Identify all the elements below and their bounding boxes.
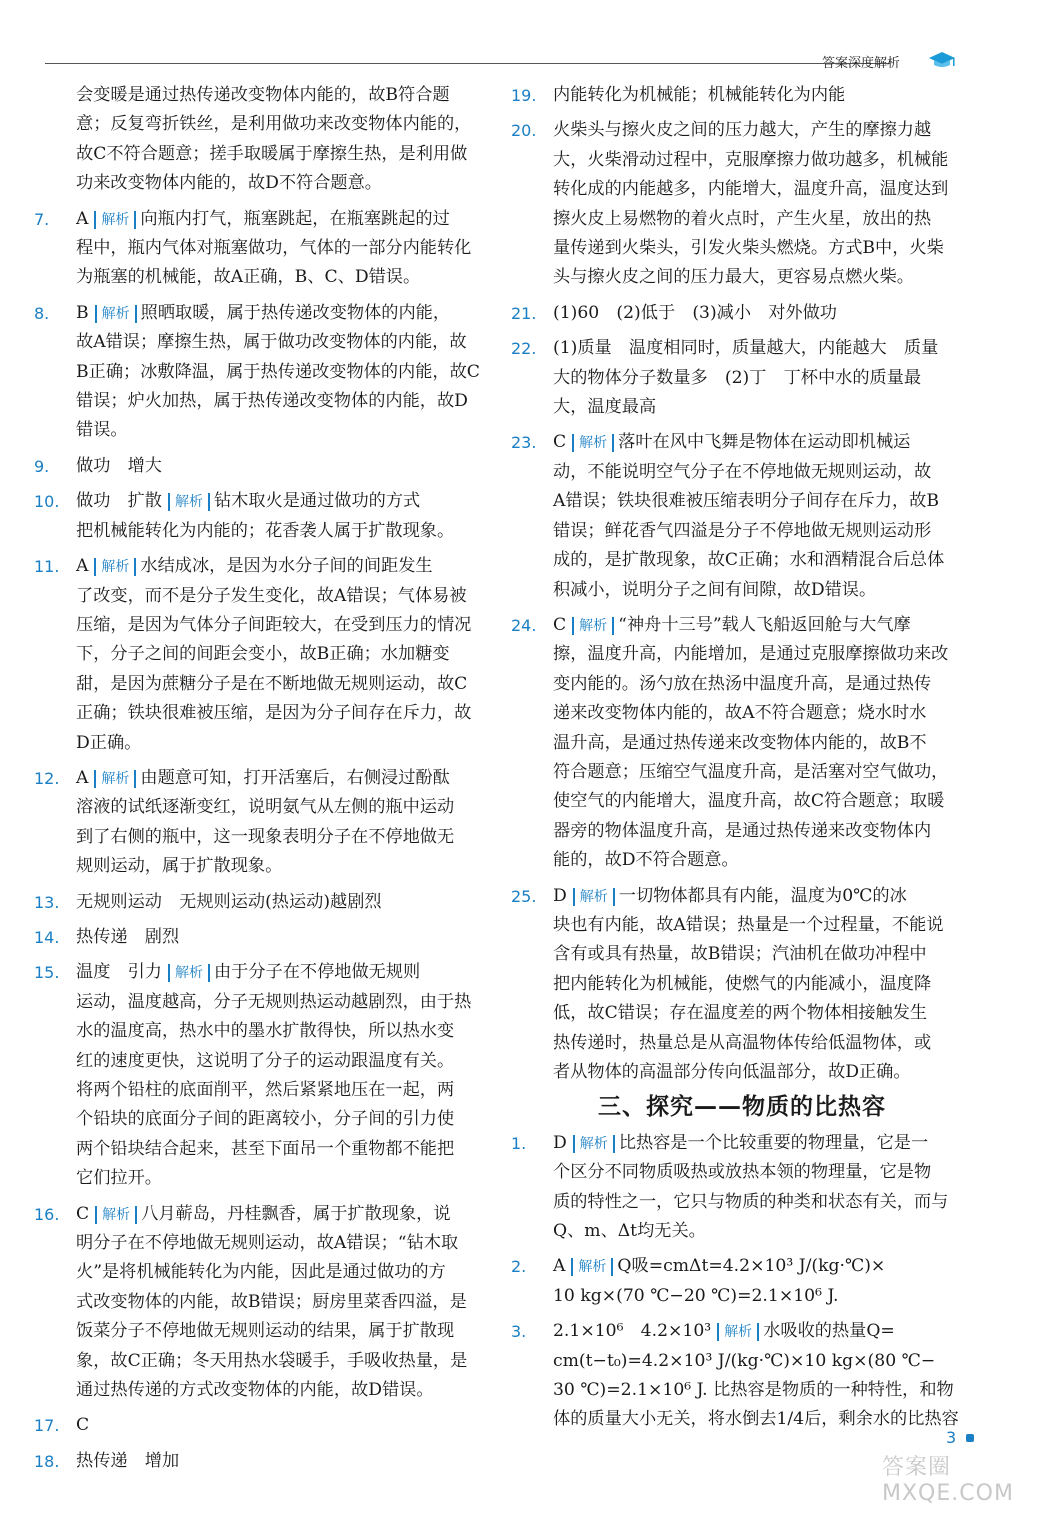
analysis-tag: 解析 bbox=[572, 434, 614, 452]
answer-value: 热传递 增加 bbox=[76, 1450, 180, 1471]
question-number: 14. bbox=[34, 927, 60, 947]
header-label: 答案深度解析 bbox=[822, 56, 901, 71]
analysis-text: 下，分子之间的间距会变小，故B正确；水加糖变 bbox=[76, 644, 450, 665]
analysis-text: D正确。 bbox=[76, 732, 142, 753]
analysis-text: 红的速度更快，这说明了分子的运动跟温度有关。 bbox=[76, 1050, 455, 1071]
left-column bbox=[34, 81, 492, 1482]
answer-item bbox=[511, 81, 973, 110]
answer-item bbox=[511, 882, 973, 1088]
answer-item bbox=[511, 334, 973, 422]
analysis-tag: 解析 bbox=[572, 617, 614, 635]
answer-value: B bbox=[76, 302, 89, 323]
analysis-text: 意；反复弯折铁丝，是利用做功来改变物体内能的， bbox=[76, 114, 472, 135]
analysis-text: 块也有内能，故A错误；热量是一个过程量，不能说 bbox=[553, 914, 944, 935]
answer-line bbox=[76, 888, 492, 917]
analysis-text: 低，故C错误；存在温度差的两个物体相接触发生 bbox=[553, 1003, 928, 1024]
analysis-text: 由题意可知，打开活塞后，右侧浸过酚酞 bbox=[140, 767, 450, 788]
answer-item bbox=[34, 487, 492, 546]
question-number: 7. bbox=[34, 209, 50, 229]
analysis-text: 通过热传递的方式改变物体的内能，故D错误。 bbox=[76, 1380, 434, 1401]
answer-line bbox=[76, 1200, 492, 1229]
analysis-text: 甜，是因为蔗糖分子是在不断地做无规则运动，故C bbox=[76, 673, 468, 694]
question-number: 17. bbox=[34, 1416, 60, 1436]
question-number: 8. bbox=[34, 303, 50, 323]
answer-line bbox=[553, 81, 973, 110]
analysis-tag: 解析 bbox=[95, 305, 137, 323]
analysis-text: 火柴头与擦火皮之间的压力越大，产生的摩擦力越 bbox=[553, 120, 932, 141]
analysis-text: 压缩，是因为气体分子间距较大，在受到压力的情况 bbox=[76, 614, 472, 635]
question-number: 3. bbox=[511, 1322, 527, 1342]
analysis-text: 大，温度最高 bbox=[553, 397, 657, 418]
analysis-text: 程中，瓶内气体对瓶塞做功，气体的一部分内能转化 bbox=[76, 238, 472, 259]
analysis-text: 功来改变物体内能的，故D不符合题意。 bbox=[76, 173, 382, 194]
question-number: 15. bbox=[34, 963, 60, 983]
analysis-text: 水吸收的热量Q= bbox=[763, 1321, 895, 1342]
analysis-text: 变内能的。汤勺放在热汤中温度升高，是通过热传 bbox=[553, 673, 932, 694]
analysis-text: 由于分子在不停地做无规则 bbox=[213, 962, 421, 983]
analysis-text: Q、m、Δt均无关。 bbox=[553, 1221, 706, 1242]
answer-line bbox=[553, 428, 973, 457]
analysis-text: 会变暖是通过热传递改变物体内能的，故B符合题 bbox=[76, 85, 450, 105]
answer-item bbox=[511, 428, 973, 604]
answer-value: A bbox=[76, 556, 89, 577]
analysis-tag: 解析 bbox=[571, 1258, 613, 1276]
analysis-text: 使空气的内能增大，温度升高，故C符合题意；取暖 bbox=[553, 791, 945, 812]
analysis-text: 式改变物体的内能，故B错误；厨房里菜香四溢，是 bbox=[76, 1291, 467, 1312]
question-number: 19. bbox=[511, 86, 537, 105]
analysis-text: 含有或具有热量，故B错误；汽油机在做功冲程中 bbox=[553, 944, 927, 965]
analysis-text: 大，火柴滑动过程中，克服摩擦力做功越多，机械能 bbox=[553, 149, 949, 170]
analysis-text: 落叶在风中飞舞是物体在运动即机械运 bbox=[618, 432, 911, 453]
answer-item bbox=[511, 299, 973, 328]
question-number: 11. bbox=[34, 557, 60, 577]
answer-item bbox=[34, 299, 492, 446]
answer-item bbox=[34, 923, 492, 952]
analysis-text: 30 ℃)=2.1×10⁶ J. 比热容是物质的一种特性，和物 bbox=[553, 1380, 954, 1401]
question-number: 1. bbox=[511, 1133, 527, 1153]
analysis-text: 比热容是一个比较重要的物理量，它是一 bbox=[618, 1132, 929, 1153]
analysis-text: 正确；铁块很难被压缩，是因为分子间存在斥力，故 bbox=[76, 703, 472, 724]
answer-value: 内能转化为机械能；机械能转化为内能 bbox=[553, 85, 846, 105]
answer-value: D bbox=[553, 1132, 567, 1153]
answer-item bbox=[34, 764, 492, 882]
analysis-tag: 解析 bbox=[573, 1135, 615, 1153]
analysis-tag: 解析 bbox=[94, 770, 136, 788]
analysis-tag: 解析 bbox=[573, 888, 615, 906]
answer-value: A bbox=[553, 1256, 566, 1277]
answer-item bbox=[34, 552, 492, 758]
analysis-text: 成的，是扩散现象，故C正确；水和酒精混合后总体 bbox=[553, 550, 945, 571]
analysis-text: 到了右侧的瓶中，这一现象表明分子在不停地做无 bbox=[76, 826, 455, 847]
analysis-text: 故A错误；摩擦生热，属于做功改变物体的内能，故 bbox=[76, 332, 467, 353]
answer-item bbox=[34, 205, 492, 293]
answer-item bbox=[34, 452, 492, 481]
analysis-text: 了改变，而不是分子发生变化，故A错误；气体易被 bbox=[76, 585, 467, 606]
analysis-text: 错误；鲜花香气四溢是分子不停地做无规则运动形 bbox=[553, 520, 932, 541]
analysis-tag: 解析 bbox=[168, 493, 210, 511]
analysis-text: 八月蕲岛，丹桂飘香，属于扩散现象，说 bbox=[141, 1203, 451, 1224]
analysis-text: 大的物体分子数量多 (2)丁 丁杯中水的质量最 bbox=[553, 367, 922, 388]
answer-value: A bbox=[76, 767, 89, 788]
analysis-text: cm(t−t₀)=4.2×10³ J/(kg·℃)×10 kg×(80 ℃− bbox=[553, 1350, 936, 1371]
answer-line bbox=[76, 958, 492, 987]
answer-line bbox=[76, 923, 492, 952]
question-number: 25. bbox=[511, 886, 537, 906]
analysis-text: 转化成的内能越多，内能增大，温度升高，温度达到 bbox=[553, 179, 949, 200]
analysis-text: 将两个铅柱的底面削平，然后紧紧地压在一起，两 bbox=[76, 1080, 455, 1100]
analysis-text: 积减小，说明分子之间有间隙，故D错误。 bbox=[553, 579, 877, 600]
answer-line bbox=[76, 764, 492, 793]
analysis-text: 规则运动，属于扩散现象。 bbox=[76, 856, 283, 877]
answer-line bbox=[76, 452, 492, 481]
question-number: 20. bbox=[511, 121, 537, 141]
analysis-text: (1)质量 温度相同时，质量越大，内能越大 质量 bbox=[553, 338, 939, 359]
answer-line bbox=[553, 1129, 973, 1158]
answer-item bbox=[511, 1252, 973, 1311]
question-number: 9. bbox=[34, 456, 50, 476]
answer-line bbox=[553, 611, 973, 640]
graduation-cap-icon bbox=[928, 50, 956, 70]
analysis-text: 运动，温度越高，分子无规则热运动越剧烈，由于热 bbox=[76, 991, 472, 1012]
analysis-text: 质的特性之一，它只与物质的种类和状态有关，而与 bbox=[553, 1191, 949, 1212]
question-number: 21. bbox=[511, 303, 537, 323]
analysis-text: 溶液的试纸逐渐变红，说明氨气从左侧的瓶中运动 bbox=[76, 797, 455, 818]
answer-item bbox=[511, 1129, 973, 1247]
question-number: 13. bbox=[34, 892, 60, 912]
answer-line bbox=[76, 487, 492, 516]
answer-item bbox=[511, 116, 973, 292]
answer-line bbox=[76, 1411, 492, 1440]
analysis-text: 两个铅块结合起来，甚至下面吊一个重物都不能把 bbox=[76, 1138, 455, 1159]
answer-item bbox=[34, 81, 492, 199]
analysis-text: 错误。 bbox=[76, 420, 128, 441]
analysis-text: 能的，故D不符合题意。 bbox=[553, 850, 739, 871]
analysis-text: 水结成冰，是因为水分子间的间距发生 bbox=[140, 556, 433, 577]
answer-value: 做功 扩散 bbox=[76, 491, 162, 512]
analysis-text: 错误；炉火加热，属于热传递改变物体的内能，故D bbox=[76, 391, 468, 412]
analysis-text: Q吸=cmΔt=4.2×10³ J/(kg·℃)× bbox=[617, 1256, 886, 1277]
analysis-text: 动，不能说明空气分子在不停地做无规则运动，故 bbox=[553, 461, 932, 482]
analysis-text: 饭菜分子不停地做无规则运动的结果，属于扩散现 bbox=[76, 1321, 455, 1342]
analysis-text: 把内能转化为机械能，使燃气的内能减小，温度降 bbox=[553, 973, 932, 994]
question-number: 2. bbox=[511, 1257, 527, 1277]
analysis-text: 10 kg×(70 ℃−20 ℃)=2.1×10⁶ J. bbox=[553, 1285, 839, 1306]
question-number: 10. bbox=[34, 492, 60, 512]
analysis-text: 故C不符合题意；搓手取暖属于摩擦生热，是利用做 bbox=[76, 143, 468, 164]
answer-item bbox=[34, 1411, 492, 1440]
answer-item bbox=[34, 1200, 492, 1406]
analysis-text: 符合题意；压缩空气温度升高，是活塞对空气做功， bbox=[553, 761, 949, 782]
answer-line bbox=[76, 205, 492, 234]
answer-value: C bbox=[76, 1415, 90, 1436]
analysis-text: 把机械能转化为内能的；花香袭人属于扩散现象。 bbox=[76, 520, 455, 541]
analysis-text: 个铅块的底面分子间的距离较小，分子间的引力使 bbox=[76, 1109, 455, 1130]
analysis-text: 擦火皮上易燃物的着火点时，产生火星，放出的热 bbox=[553, 208, 932, 229]
analysis-tag: 解析 bbox=[94, 558, 136, 576]
analysis-text: 它们拉开。 bbox=[76, 1168, 162, 1189]
analysis-text: 热传递时，热量总是从高温物体传给低温物体，或 bbox=[553, 1032, 932, 1053]
answer-item bbox=[511, 1317, 973, 1435]
answer-item bbox=[34, 1447, 492, 1476]
answer-value: 2.1×10⁶ 4.2×10³ bbox=[553, 1321, 712, 1342]
analysis-text: 照晒取暖，属于热传递改变物体的内能， bbox=[140, 302, 451, 323]
answer-value: 温度 引力 bbox=[76, 962, 162, 983]
answer-line bbox=[553, 1317, 973, 1346]
answer-value: 做功 增大 bbox=[76, 455, 162, 476]
analysis-text: 一切物体都具有内能，温度为0℃的冰 bbox=[618, 885, 907, 906]
answer-line bbox=[76, 552, 492, 581]
analysis-text: 器旁的物体温度升高，是通过热传递来改变物体内 bbox=[553, 820, 932, 841]
question-number: 23. bbox=[511, 433, 537, 453]
question-number: 24. bbox=[511, 615, 537, 635]
section-title: 三、探究——物质的比热容 bbox=[598, 1094, 886, 1121]
analysis-tag: 解析 bbox=[95, 1206, 137, 1224]
analysis-text: B正确；冰敷降温，属于热传递改变物体的内能，故C bbox=[76, 361, 480, 382]
answer-item bbox=[511, 611, 973, 876]
analysis-text: A错误；铁块很难被压缩表明分子间存在斥力，故B bbox=[553, 491, 939, 512]
analysis-text: 递来改变物体内能的，故A不符合题意；烧水时水 bbox=[553, 703, 927, 724]
answer-line bbox=[553, 299, 973, 328]
analysis-text: 象，故C正确；冬天用热水袋暖手，手吸收热量，是 bbox=[76, 1350, 468, 1371]
answer-line bbox=[76, 299, 492, 328]
answer-value: D bbox=[553, 885, 567, 906]
answer-item bbox=[34, 888, 492, 917]
analysis-text: 体的质量大小无关，将水倒去1/4后，剩余水的比热容 bbox=[553, 1409, 959, 1430]
analysis-text: “神舟十三号”载人飞船返回舱与大气摩 bbox=[618, 614, 911, 635]
answer-value: 无规则运动 无规则运动(热运动)越剧烈 bbox=[76, 891, 382, 912]
analysis-text: 明分子在不停地做无规则运动，故A错误；“钻木取 bbox=[76, 1233, 459, 1254]
analysis-tag: 解析 bbox=[168, 964, 210, 982]
header-rule bbox=[45, 63, 890, 64]
answer-line bbox=[76, 1447, 492, 1476]
analysis-tag: 解析 bbox=[94, 211, 136, 229]
answer-value: C bbox=[76, 1203, 90, 1224]
analysis-text: 向瓶内打气，瓶塞跳起，在瓶塞跳起的过 bbox=[140, 208, 450, 229]
question-number: 18. bbox=[34, 1451, 60, 1471]
page-marker-icon bbox=[966, 1434, 974, 1442]
answer-line bbox=[553, 1252, 973, 1281]
analysis-text: 火”是将机械能转化为内能，因此是通过做功的方 bbox=[76, 1262, 446, 1283]
analysis-text: 量传递到火柴头，引发火柴头燃烧。方式B中，火柴 bbox=[553, 238, 944, 259]
analysis-text: 头与擦火皮之间的压力最大，更容易点燃火柴。 bbox=[553, 267, 914, 288]
analysis-text: 水的温度高，热水中的墨水扩散得快，所以热水变 bbox=[76, 1021, 455, 1042]
analysis-text: 个区分不同物质吸热或放热本领的物理量，它是物 bbox=[553, 1162, 932, 1183]
answer-item bbox=[34, 958, 492, 1193]
right-column bbox=[511, 81, 973, 1441]
answer-value: C bbox=[553, 614, 567, 635]
question-number: 22. bbox=[511, 339, 537, 359]
analysis-text: 为瓶塞的机械能，故A正确，B、C、D错误。 bbox=[76, 267, 421, 288]
question-number: 12. bbox=[34, 768, 60, 788]
analysis-text: 者从物体的高温部分传向低温部分，故D正确。 bbox=[553, 1062, 911, 1082]
analysis-text: 温升高，是通过热传递来改变物体内能的，故B不 bbox=[553, 732, 927, 753]
answer-value: A bbox=[76, 208, 89, 229]
question-number: 16. bbox=[34, 1204, 60, 1224]
answer-line bbox=[553, 882, 973, 911]
answer-value: 热传递 剧烈 bbox=[76, 926, 180, 947]
page-number: 3 bbox=[946, 1428, 957, 1447]
answer-value: C bbox=[553, 432, 567, 453]
watermark: 答案圈 MXQE.COM bbox=[882, 1455, 1014, 1506]
analysis-text: 擦，温度升高，内能增加，是通过克服摩擦做功来改 bbox=[553, 644, 949, 665]
analysis-tag: 解析 bbox=[717, 1323, 759, 1341]
analysis-text: 钻木取火是通过做功的方式 bbox=[213, 491, 421, 512]
answer-value: (1)60 (2)低于 (3)减小 对外做功 bbox=[553, 302, 837, 323]
